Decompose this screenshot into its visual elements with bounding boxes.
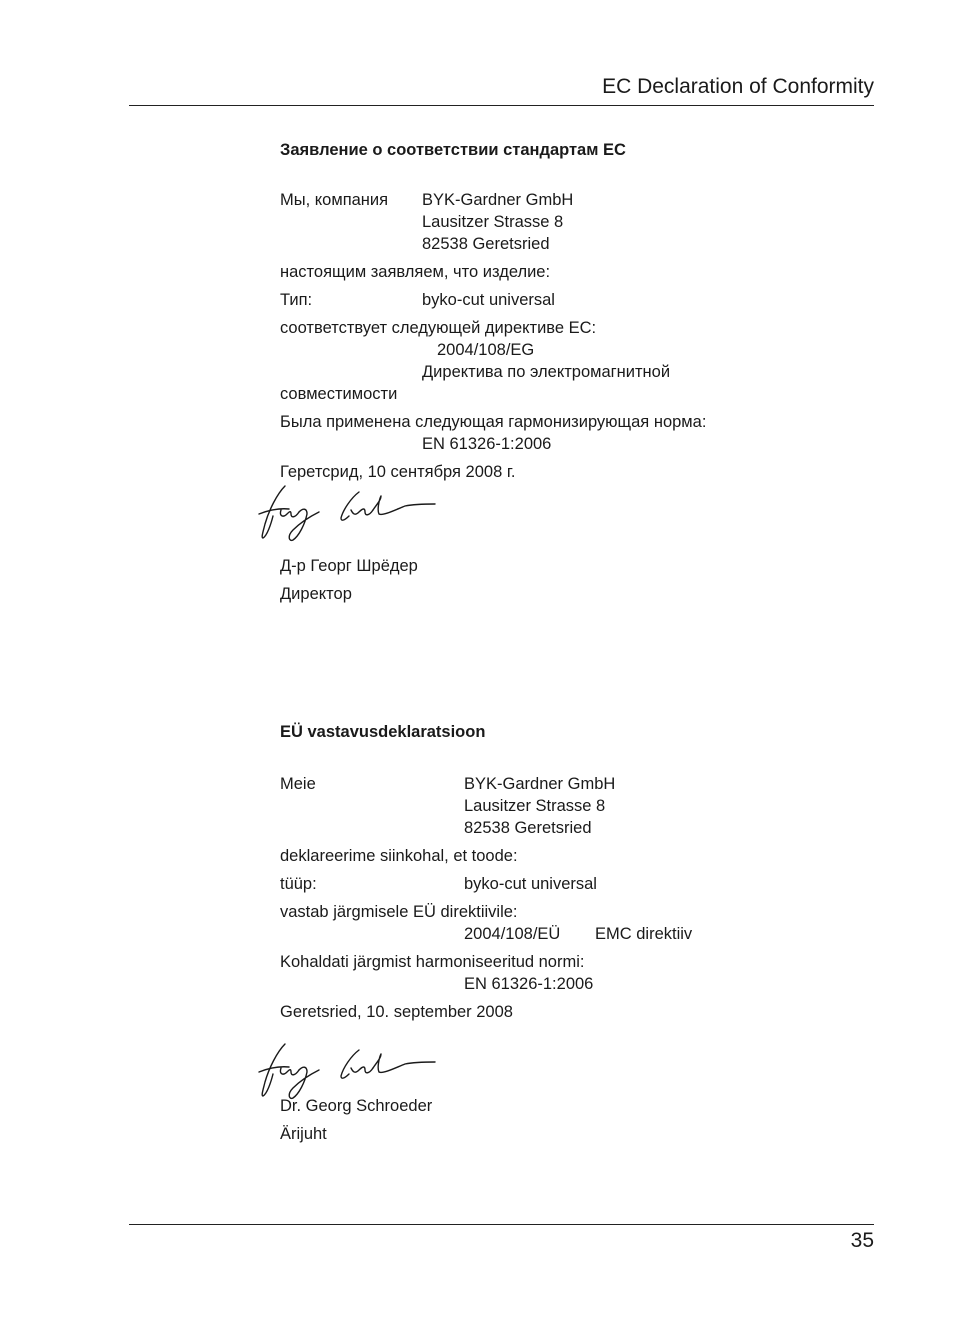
et-type-value: byko-cut universal bbox=[464, 875, 597, 893]
et-company-label: Meie bbox=[280, 775, 316, 793]
ru-directive-number: 2004/108/EG bbox=[437, 341, 535, 359]
et-street: Lausitzer Strasse 8 bbox=[464, 797, 606, 815]
ru-directive-text: соответствует следующей директиве ЕС: bbox=[280, 319, 597, 337]
ru-signer-title: Директор bbox=[280, 585, 352, 603]
header-divider bbox=[129, 105, 874, 106]
page-header-title: EC Declaration of Conformity bbox=[602, 75, 874, 98]
et-heading: EÜ vastavusdeklaratsioon bbox=[280, 723, 486, 741]
ru-city: 82538 Geretsried bbox=[422, 235, 550, 253]
et-signer-title: Ärijuht bbox=[280, 1125, 327, 1143]
ru-street: Lausitzer Strasse 8 bbox=[422, 213, 564, 231]
ru-type-value: byko-cut universal bbox=[422, 291, 555, 309]
footer-divider bbox=[129, 1224, 874, 1225]
et-company-name: BYK-Gardner GmbH bbox=[464, 775, 616, 793]
ru-directive-name-cont: совместимости bbox=[280, 385, 398, 403]
ru-signer-name: Д-р Георг Шрёдер bbox=[280, 557, 418, 575]
et-type-label: tüüp: bbox=[280, 875, 317, 893]
ru-company-label: Мы, компания bbox=[280, 191, 389, 209]
ru-signature-image bbox=[255, 480, 440, 545]
et-signer-name: Dr. Georg Schroeder bbox=[280, 1097, 433, 1115]
ru-type-label: Тип: bbox=[280, 291, 313, 309]
et-norm-text: Kohaldati järgmist harmoniseeritud normi: bbox=[280, 953, 585, 971]
et-signature-image bbox=[255, 1038, 440, 1103]
ru-norm-value: EN 61326-1:2006 bbox=[422, 435, 552, 453]
ru-heading: Заявление о соответствии стандартам EC bbox=[280, 141, 626, 159]
et-directive-number: 2004/108/EÜ bbox=[464, 925, 561, 943]
et-city: 82538 Geretsried bbox=[464, 819, 592, 837]
et-declare-text: deklareerime siinkohal, et toode: bbox=[280, 847, 518, 865]
page-number: 35 bbox=[850, 1229, 874, 1252]
et-place-date: Geretsried, 10. september 2008 bbox=[280, 1003, 513, 1021]
et-directive-name: EMC direktiiv bbox=[595, 925, 693, 943]
ru-company-name: BYK-Gardner GmbH bbox=[422, 191, 574, 209]
ru-directive-name: Директива по электромагнитной bbox=[422, 363, 671, 381]
ru-declare-text: настоящим заявляем, что изделие: bbox=[280, 263, 551, 281]
et-directive-text: vastab järgmisele EÜ direktiivile: bbox=[280, 903, 518, 921]
ru-place-date: Геретсрид, 10 сентября 2008 г. bbox=[280, 463, 516, 481]
ru-norm-text: Была применена следующая гармонизирующая норма: bbox=[280, 413, 707, 431]
et-norm-value: EN 61326-1:2006 bbox=[464, 975, 594, 993]
